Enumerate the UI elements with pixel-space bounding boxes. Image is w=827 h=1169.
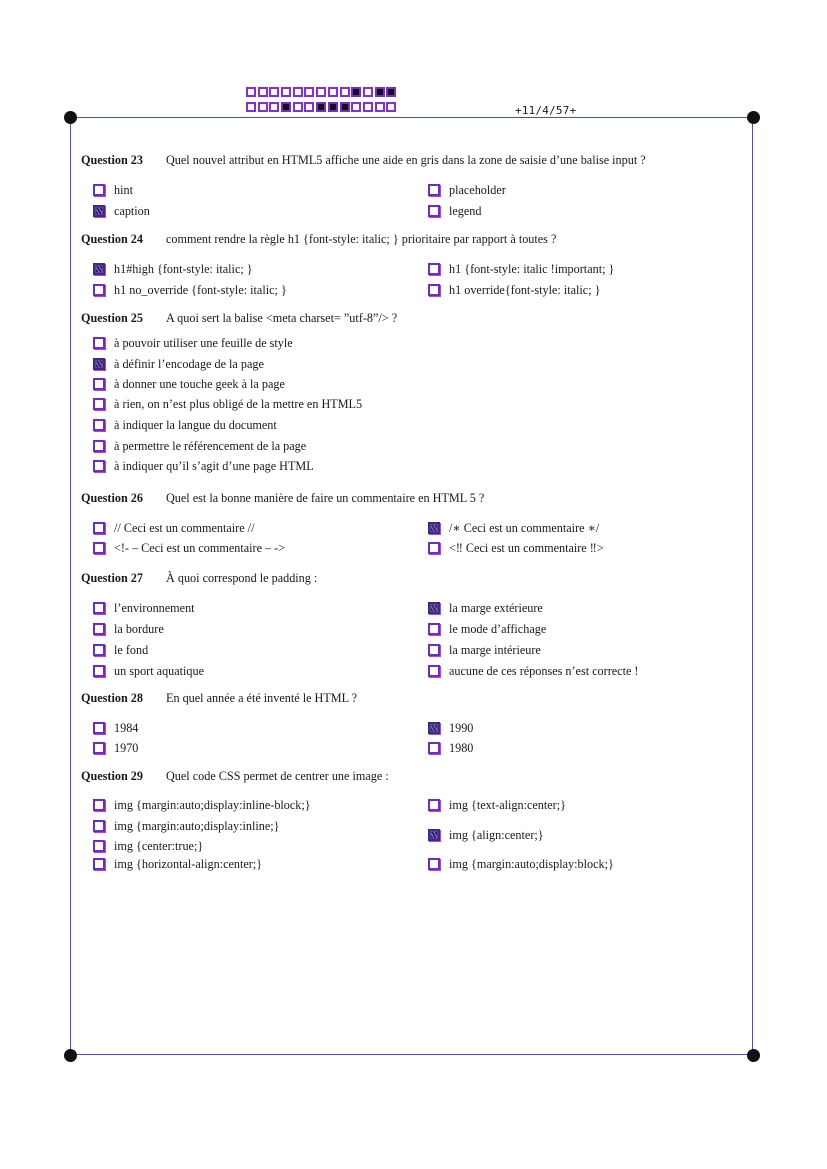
option-label: à donner une touche geek à la page [114,377,285,391]
checkbox[interactable] [428,184,440,196]
checkbox[interactable] [93,858,105,870]
option-label: 1970 [114,741,139,755]
barcode-cell [375,102,385,112]
checkbox[interactable] [93,644,105,656]
option-label: img {text-align:center;} [449,798,566,812]
checkbox[interactable] [428,858,440,870]
checkbox[interactable] [428,284,440,296]
question-23 [81,153,646,168]
corner-mark-top-right [747,111,760,124]
barcode-cell [375,87,385,97]
barcode-cell [246,102,256,112]
barcode-cell [269,87,279,97]
option-label: aucune de ces réponses n’est correcte ! [449,664,639,678]
barcode-cell [281,87,291,97]
barcode-cell [269,102,279,112]
option-label: h1 no_override {font-style: italic; } [114,283,287,297]
option-label: la marge extérieure [449,601,543,615]
question-label: Question 23 [81,153,143,167]
option-label: placeholder [449,183,506,197]
option-label: un sport aquatique [114,664,205,678]
barcode-cell [328,87,338,97]
option-label: h1 {font-style: italic !important; } [449,262,615,276]
option-label: img {margin:auto;display:block;} [449,857,614,871]
checkbox[interactable] [93,542,105,554]
barcode-cell [351,102,361,112]
option-label: <!- – Ceci est un commentaire – -> [114,541,286,555]
checkbox[interactable] [93,820,105,832]
checkbox[interactable] [93,205,105,217]
checkbox[interactable] [93,742,105,754]
question-label: Question 25 [81,311,143,325]
checkbox[interactable] [428,742,440,754]
barcode-row-2 [246,102,398,112]
question-26 [81,491,484,506]
checkbox[interactable] [428,205,440,217]
checkbox[interactable] [93,263,105,275]
barcode-cell [351,87,361,97]
corner-mark-top-left [64,111,77,124]
question-27 [81,571,317,586]
checkbox[interactable] [93,358,105,370]
barcode-cell [304,102,314,112]
barcode-cell [328,102,338,112]
question-label: Question 24 [81,232,143,246]
option-label: la bordure [114,622,164,636]
question-label: Question 26 [81,491,143,505]
option-label: 1980 [449,741,474,755]
option-label: à permettre le référencement de la page [114,439,307,453]
question-label: Question 28 [81,691,143,705]
option-label: // Ceci est un commentaire // [114,521,255,535]
option-label: img {align:center;} [449,828,544,842]
checkbox[interactable] [428,665,440,677]
option-label: hint [114,183,133,197]
option-label: caption [114,204,150,218]
checkbox[interactable] [93,284,105,296]
question-text: comment rendre la règle h1 {font-style: italic; } prioritaire par rapport à toutes ? [166,232,557,246]
checkbox[interactable] [428,829,440,841]
barcode-cell [304,87,314,97]
checkbox[interactable] [93,602,105,614]
option-label: legend [449,204,482,218]
corner-mark-bottom-right [747,1049,760,1062]
option-label: img {margin:auto;display:inline-block;} [114,798,311,812]
checkbox[interactable] [428,644,440,656]
checkbox[interactable] [93,623,105,635]
option-label: img {center:true;} [114,839,204,853]
barcode-cell [386,87,396,97]
checkbox[interactable] [93,398,105,410]
checkbox[interactable] [93,840,105,852]
option-label: h1#high {font-style: italic; } [114,262,253,276]
corner-mark-bottom-left [64,1049,77,1062]
barcode-cell [281,102,291,112]
question-text: Quel est la bonne manière de faire un commentaire en HTML 5 ? [166,491,485,505]
checkbox[interactable] [93,440,105,452]
checkbox[interactable] [93,419,105,431]
checkbox[interactable] [428,799,440,811]
option-label: img {horizontal-align:center;} [114,857,263,871]
checkbox[interactable] [428,263,440,275]
checkbox[interactable] [93,460,105,472]
barcode-row-1 [246,87,398,97]
barcode-cell [246,87,256,97]
option-label: à indiquer la langue du document [114,418,277,432]
checkbox[interactable] [93,799,105,811]
barcode-cell [363,87,373,97]
option-label: h1 override{font-style: italic; } [449,283,601,297]
question-text: A quoi sert la balise <meta charset= ”utf-8”/> ? [166,311,398,325]
option-label: à rien, on n’est plus obligé de la mettre en HTML5 [114,397,363,411]
question-label: Question 27 [81,571,143,585]
checkbox[interactable] [93,378,105,390]
question-text: Quel code CSS permet de centrer une image : [166,769,389,783]
question-text: Quel nouvel attribut en HTML5 affiche une aide en gris dans la zone de saisie d’une balise input ? [166,153,646,167]
checkbox[interactable] [93,337,105,349]
option-label: <‼ Ceci est un commentaire ‼> [449,541,604,555]
option-label: l’environnement [114,601,195,615]
barcode-cell [258,87,268,97]
barcode-cell [316,87,326,97]
option-label: à définir l’encodage de la page [114,357,264,371]
option-label: le mode d’affichage [449,622,547,636]
option-label: img {margin:auto;display:inline;} [114,819,280,833]
checkbox[interactable] [428,542,440,554]
checkbox[interactable] [93,722,105,734]
question-text: En quel année a été inventé le HTML ? [166,691,358,705]
question-29 [81,769,389,784]
option-label: 1984 [114,721,139,735]
checkbox[interactable] [428,602,440,614]
barcode-cell [316,102,326,112]
question-24 [81,232,556,247]
barcode-cell [340,102,350,112]
checkbox[interactable] [93,522,105,534]
option-label: à indiquer qu’il s’agit d’une page HTML [114,459,314,473]
barcode-cell [258,102,268,112]
question-label: Question 29 [81,769,143,783]
page-frame [70,117,753,1055]
option-label: la marge intérieure [449,643,541,657]
option-label: /∗ Ceci est un commentaire ∗/ [449,521,600,535]
question-25 [81,311,397,326]
barcode-cell [363,102,373,112]
question-28 [81,691,357,706]
barcode-cell [386,102,396,112]
page-code: +11/4/57+ [515,104,577,117]
barcode-cell [293,87,303,97]
barcode-cell [293,102,303,112]
question-text: À quoi correspond le padding : [166,571,318,585]
option-label: le fond [114,643,149,657]
checkbox[interactable] [428,623,440,635]
checkbox[interactable] [93,184,105,196]
checkbox[interactable] [428,722,440,734]
option-label: à pouvoir utiliser une feuille de style [114,336,293,350]
checkbox[interactable] [428,522,440,534]
barcode-cell [340,87,350,97]
checkbox[interactable] [93,665,105,677]
option-label: 1990 [449,721,474,735]
